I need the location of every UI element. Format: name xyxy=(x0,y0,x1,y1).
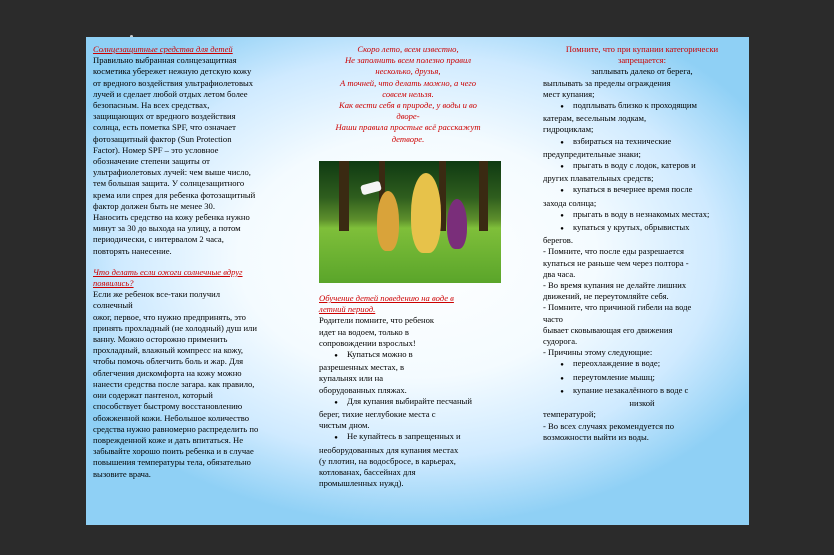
column-prohibited xyxy=(543,44,741,443)
intro-poem xyxy=(319,44,497,145)
text-line: Наносить средство на кожу ребенка нужно xyxy=(93,212,250,223)
text-line: периодически, с интервалом 2 часа, xyxy=(93,234,224,245)
text-line: фактор должен быть не менее 30. xyxy=(93,200,215,211)
text-line: тем большая защита. У солнцезащитного xyxy=(93,178,245,189)
text-line: защищающих от вредного воздействия xyxy=(93,111,236,122)
water-text xyxy=(319,315,497,349)
text-line: солнца, есть пометка SPF, что означает xyxy=(93,122,236,133)
text-line: прохладный, влажный компресс на кожу, xyxy=(93,345,244,356)
children-running-photo xyxy=(319,161,501,283)
text-line: способствует быстрому восстановлению xyxy=(93,401,243,412)
text-line: повышения температуры тела, обязательно xyxy=(93,457,251,468)
bullet-icon: ● xyxy=(560,375,564,382)
prohibited-bullet xyxy=(543,100,741,136)
prohibited-bullet xyxy=(543,136,741,160)
bullet-icon: ● xyxy=(560,226,564,233)
text-line: ● переутомление мышц; xyxy=(543,372,741,385)
bullet-icon: ● xyxy=(334,435,338,442)
column-water xyxy=(319,44,497,145)
text-line: принять прохладный (не холодный) душ или xyxy=(93,322,257,333)
text-line: чтобы помочь облегчить боль и жар. Для xyxy=(93,356,244,367)
prohibited-bullet xyxy=(543,222,741,246)
text-line: других плавательных средств; xyxy=(543,173,654,184)
poem-line: Скоро лето, всем известно, xyxy=(357,44,459,54)
column-water-lower xyxy=(319,293,497,489)
text-line: чистым дном. xyxy=(319,420,370,431)
poem-line: дворе- xyxy=(396,111,420,122)
text-line: крема или спрея для ребенка фотозащитный xyxy=(93,189,256,200)
text-line: купальнях или на xyxy=(319,373,384,384)
poem-line: Как вести себя в природе, у воды и во xyxy=(339,100,477,111)
water-bullet xyxy=(319,349,497,396)
text-line: от вредного воздействия ультрафиолетовых xyxy=(93,77,254,88)
text-line: часто xyxy=(543,313,563,324)
cause-bullet xyxy=(543,385,741,421)
text-line: бывает сковывающая его движения xyxy=(543,324,673,335)
text-line: берегов. xyxy=(543,235,573,246)
bullet-icon: ● xyxy=(560,212,564,219)
water-bullet xyxy=(319,396,497,432)
text-line: катерам, весельным лодкам, xyxy=(543,113,647,124)
text-line: разрешенных местах, в xyxy=(319,362,405,373)
text-line: Правильно выбранная солнцезащитная xyxy=(93,55,237,66)
text-line: ● купаться в вечернее время после xyxy=(543,184,741,197)
text-line: они содержат пантенол, который xyxy=(93,390,213,401)
note-text xyxy=(543,246,741,280)
poem-line: Не заполнить всем полезно правил xyxy=(344,55,472,66)
note-text xyxy=(543,302,741,347)
bullet-icon: ● xyxy=(560,139,564,146)
note-text xyxy=(543,280,741,302)
text-line: ванну. Можно осторожно применить xyxy=(93,334,228,345)
text-line: котлованах, бассейнах для xyxy=(319,467,416,478)
text-line: сопровождении взрослых! xyxy=(319,337,416,348)
text-line: промышленных нужд). xyxy=(319,478,404,489)
text-line: гидроциклам; xyxy=(543,124,594,135)
bullet-icon: ● xyxy=(560,362,564,369)
poem-line: А точней, что делать можно, а чего xyxy=(339,77,477,88)
text-line: ● Для купания выбирайте песчаный xyxy=(319,396,497,409)
text-line: - Причины этому следующие: xyxy=(543,347,653,358)
text-line: ожог, первое, что нужно предпринять, это xyxy=(93,311,246,322)
prohibited-line: мест купания; xyxy=(543,88,595,99)
prohibited-bullet xyxy=(543,160,741,184)
text-line: фотозащитный фактор (Sun Protection xyxy=(93,133,232,144)
text-line: предупредительные знаки; xyxy=(543,148,641,159)
text-line: солнечный xyxy=(93,300,133,311)
text-line: ● переохлаждение в воде; xyxy=(543,358,741,371)
text-line: два часа. xyxy=(543,268,576,279)
heading-water-1: Обучение детей поведению на воде в xyxy=(319,293,454,303)
prohibited-line: заплывать далеко от берега, xyxy=(591,66,693,77)
text-line: облегчения дискомфорта на кожу можно xyxy=(93,367,242,378)
text-line: идет на водоем, только в xyxy=(319,326,409,337)
sunscreen-text xyxy=(93,55,293,257)
poem-line: совсем нельзя. xyxy=(382,88,434,99)
text-line: судорога. xyxy=(543,336,578,347)
text-line: купаться не раньше чем через полтора - xyxy=(543,257,689,268)
bullet-icon: ● xyxy=(560,188,564,195)
text-line: низкой xyxy=(629,398,655,409)
prohibited-bullet xyxy=(543,184,741,208)
prohibited-line: выплывать за пределы ограждения xyxy=(543,77,671,88)
text-line: ● взбираться на технические xyxy=(543,136,741,149)
text-line: Если же ребенок все-таки получил xyxy=(93,289,221,300)
heading-water-2: летний период. xyxy=(319,304,376,315)
text-line: ультрафиолетовых лучей: чем выше число, xyxy=(93,167,251,178)
text-line: (у плотин, на водосбросе, в карьерах, xyxy=(319,455,456,466)
text-line: забывайте хорошо поить ребенка и в случае xyxy=(93,446,254,457)
text-line: косметика убережет нежную детскую кожу xyxy=(93,66,252,77)
text-line: захода солнца; xyxy=(543,197,597,208)
text-line: температурой; xyxy=(543,409,596,420)
text-line: вызовите врача. xyxy=(93,468,151,479)
water-bullet xyxy=(319,431,497,489)
text-line: лучей и сделает любой отдых летом более xyxy=(93,88,248,99)
text-line: Factor). Номер SPF – это условное xyxy=(93,144,219,155)
text-line: обозначение степени защиты от xyxy=(93,156,210,167)
text-line: берег, тихие неглубокие места с xyxy=(319,409,436,420)
poem-line: детворе. xyxy=(391,133,425,144)
sunburn-text xyxy=(93,289,293,479)
text-line: - Во всех случаях рекомендуется по xyxy=(543,420,675,431)
note-text xyxy=(543,347,741,358)
text-line: ● купание незакалённого в воде с xyxy=(543,385,741,398)
text-line: Родители помните, что ребенок xyxy=(319,315,435,326)
text-line: средства нужно равномерно распределить по xyxy=(93,423,259,434)
text-line: ● подплывать близко к проходящим xyxy=(543,100,741,113)
text-line: - Во время купания не делайте лишних xyxy=(543,280,687,291)
text-line: - Помните, что причиной гибели на воде xyxy=(543,302,692,313)
bullet-icon: ● xyxy=(334,353,338,360)
heading-sunburn-1: Что делать если ожоги солнечные вдруг xyxy=(93,266,243,277)
text-line: ● купаться у крутых, обрывистых xyxy=(543,222,741,235)
heading-prohibited-1: Помните, что при купании категорически xyxy=(565,44,719,54)
bullet-icon: ● xyxy=(560,104,564,111)
text-line: безопасным. На всех средствах, xyxy=(93,100,210,111)
brochure-page xyxy=(86,37,749,525)
text-line: необорудованных для купания местах xyxy=(319,444,459,455)
heading-prohibited-2: запрещается: xyxy=(617,55,667,66)
note-text xyxy=(543,421,741,443)
text-line: ● Не купайтесь в запрещенных и xyxy=(319,431,497,444)
cause-bullet xyxy=(543,372,741,385)
poem-line: Наши правила простые всё расскажут xyxy=(335,122,481,133)
text-line: ● Купаться можно в xyxy=(319,349,497,362)
bullet-icon: ● xyxy=(560,164,564,171)
text-line: нанести средства после загара. как правило, xyxy=(93,378,255,389)
text-line: - Помните, что после еды разрешается xyxy=(543,246,684,257)
text-line: возможности выйти из воды. xyxy=(543,431,649,442)
text-line: ● прыгать в воду с лодок, катеров и xyxy=(543,160,741,173)
text-line: поврежденной коже и дать впитаться. Не xyxy=(93,434,244,445)
text-line: обожженной кожи. Небольшое количество xyxy=(93,412,250,423)
cause-bullet xyxy=(543,358,741,371)
bullet-icon: ● xyxy=(560,388,564,395)
bullet-icon: ● xyxy=(334,399,338,406)
text-line: ● прыгать в воду в незнакомых местах; xyxy=(543,209,741,222)
text-line: повторять нанесение. xyxy=(93,245,172,256)
poem-line: несколько, друзья, xyxy=(375,66,441,77)
text-line: минут за 30 до выхода на улицу, а потом xyxy=(93,223,241,234)
text-line: движений, не переутомляйте себя. xyxy=(543,291,669,302)
column-sunscreen xyxy=(93,44,293,480)
heading-sunscreen: Солнцезащитные средства для детей xyxy=(93,44,233,54)
text-line: оборудованных пляжах. xyxy=(319,384,407,395)
prohibited-bullet xyxy=(543,209,741,222)
heading-sunburn-2: появились? xyxy=(93,278,134,289)
